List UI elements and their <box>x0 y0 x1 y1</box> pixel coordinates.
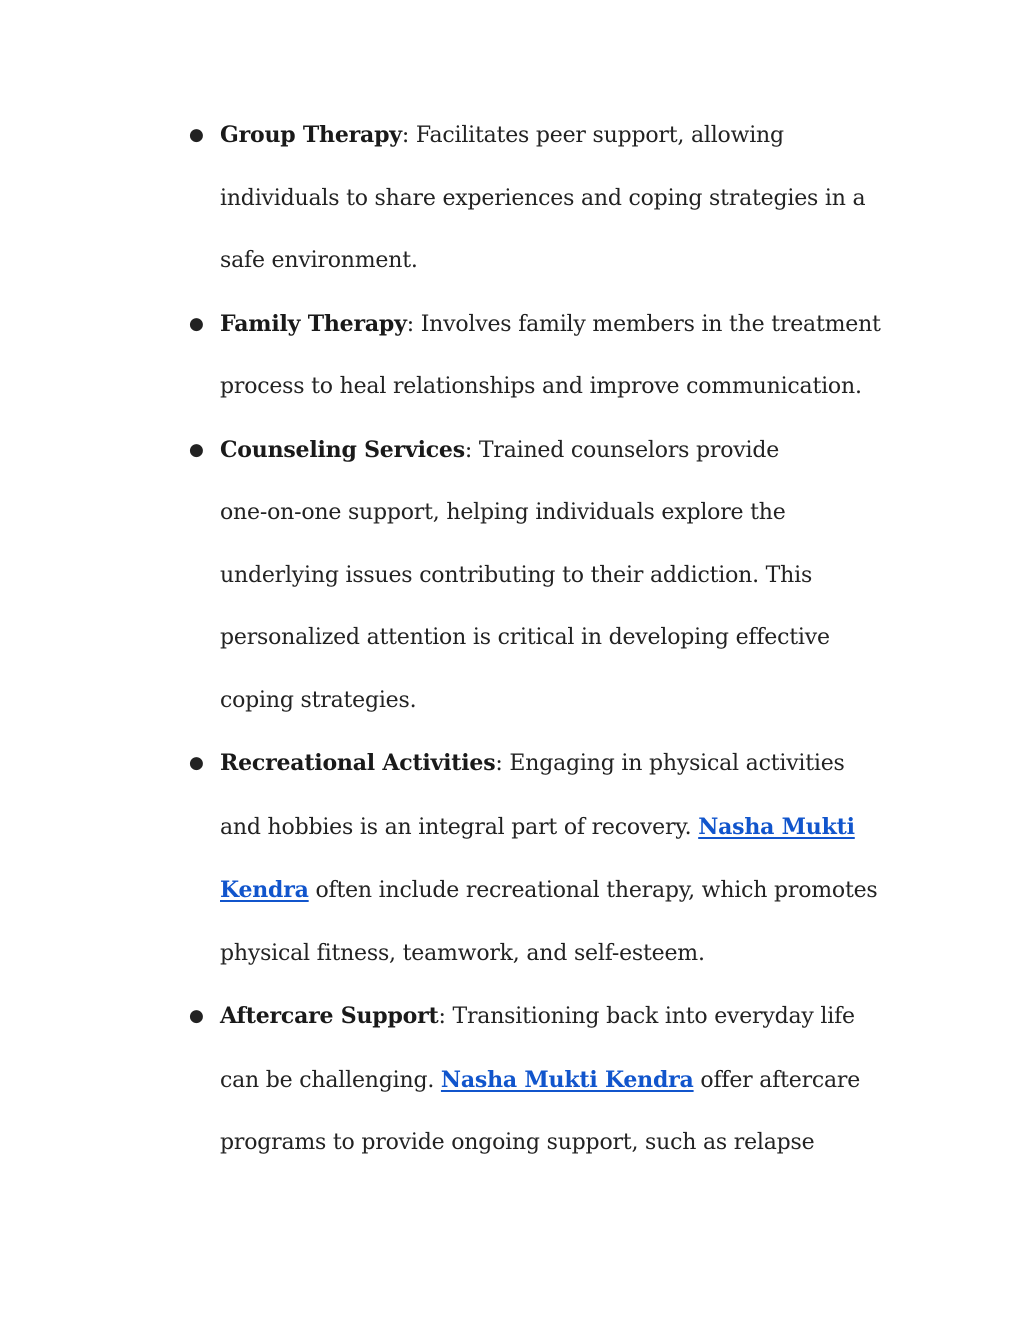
description-line: individuals to share experiences and coping strategies in a <box>220 185 866 211</box>
description-line: : Facilitates peer support, allowing <box>401 123 784 148</box>
list-item-family-therapy <box>0 293 1024 419</box>
description-line: programs to provide ongoing support, such as relapse <box>220 1130 815 1155</box>
services-list <box>0 104 1024 1175</box>
nasha-mukti-kendra-link[interactable]: Nasha Mukti <box>698 813 855 840</box>
description-line: : Engaging in physical activities <box>495 751 845 776</box>
term-aftercare-support: Aftercare Support <box>220 1003 439 1029</box>
bullet-icon: ● <box>189 1006 204 1026</box>
term-group-therapy: Group Therapy <box>220 122 402 148</box>
nasha-mukti-kendra-link-continued[interactable]: Kendra <box>220 877 309 903</box>
bullet-icon: ● <box>189 313 204 334</box>
description-line: and hobbies is an integral part of recovery. <box>220 814 699 840</box>
list-item-text <box>220 732 910 985</box>
description-line: : Transitioning back into everyday life <box>438 1004 855 1029</box>
list-item-text <box>220 419 910 733</box>
description-line: often include recreational therapy, which promotes <box>308 878 878 903</box>
list-item-text <box>220 293 910 419</box>
list-item-counseling-services <box>0 419 1024 733</box>
list-item-text <box>220 104 910 293</box>
bullet-icon: ● <box>189 125 204 145</box>
list-item-group-therapy <box>0 104 1024 293</box>
description-line: coping strategies. <box>220 687 417 713</box>
description-line: : Involves family members in the treatment <box>406 311 881 337</box>
description-line: personalized attention is critical in developing effective <box>220 625 830 650</box>
description-line: safe environment. <box>220 248 418 273</box>
term-recreational-activities: Recreational Activities <box>220 750 496 776</box>
description-line: physical fitness, teamwork, and self-esteem. <box>220 940 705 966</box>
list-item-aftercare-support <box>0 985 1024 1175</box>
bullet-icon: ● <box>189 753 204 773</box>
description-line: underlying issues contributing to their addiction. This <box>220 562 813 588</box>
term-family-therapy: Family Therapy <box>220 310 407 337</box>
nasha-mukti-kendra-link[interactable]: Nasha Mukti Kendra <box>440 1066 694 1093</box>
description-line: process to heal relationships and improve communication. <box>220 374 862 399</box>
description-line: can be challenging. <box>220 1067 441 1093</box>
bullet-icon: ● <box>189 439 204 460</box>
list-item-recreational-activities <box>0 732 1024 985</box>
term-counseling-services: Counseling Services <box>220 436 465 463</box>
description-line: : Trained counselors provide <box>464 437 780 463</box>
description-line: one-on-one support, helping individuals explore the <box>220 500 786 525</box>
description-line: offer aftercare <box>693 1067 861 1093</box>
list-item-text <box>220 985 910 1175</box>
